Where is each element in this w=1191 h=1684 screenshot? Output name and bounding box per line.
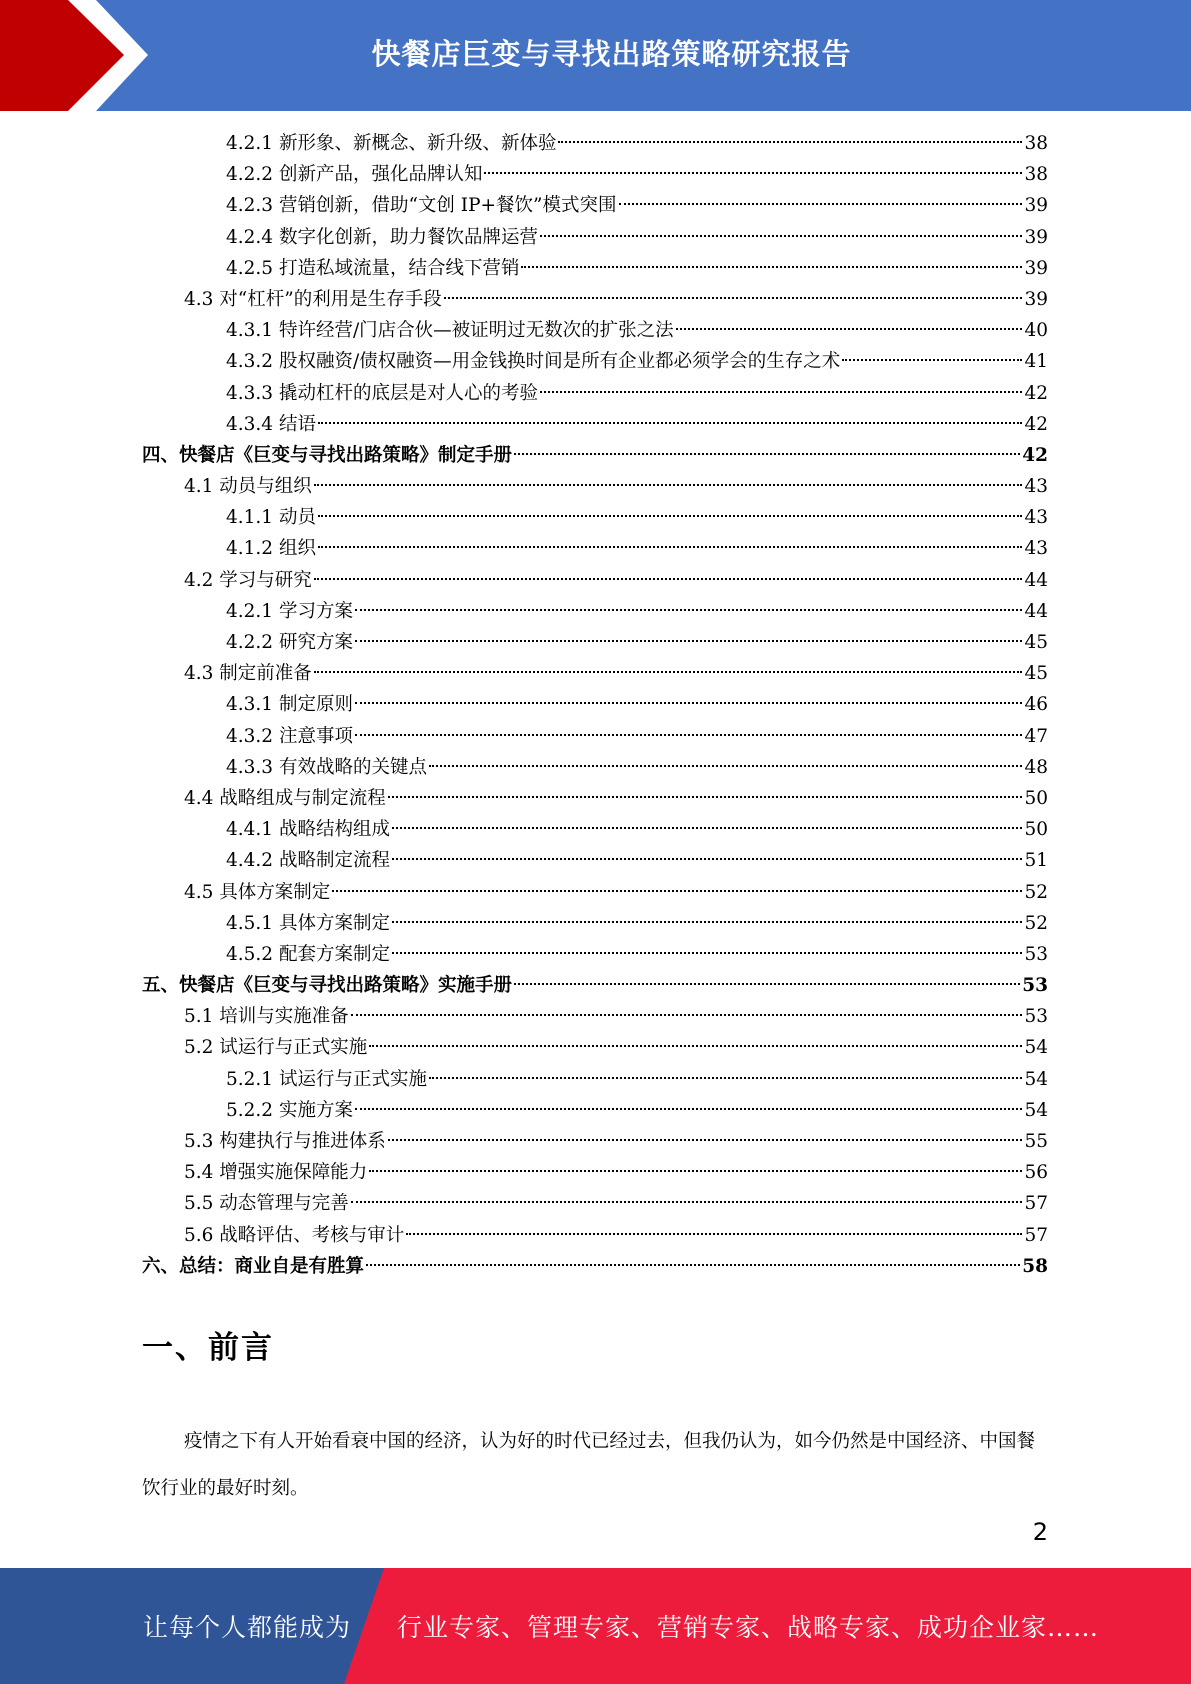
toc-leader-dots (318, 422, 1023, 424)
toc-leader-dots (842, 359, 1022, 361)
page-number: 2 (1032, 1518, 1048, 1546)
toc-leader-dots (314, 578, 1023, 580)
toc-entry[interactable] (142, 1032, 1048, 1063)
toc-entry[interactable] (142, 346, 1048, 377)
toc-leader-dots (676, 328, 1023, 330)
toc-entry-page: 42 (1024, 382, 1048, 404)
toc-entry-label: 六、总结：商业自是有胜算 (142, 1255, 365, 1277)
toc-entry-page: 52 (1024, 881, 1048, 903)
toc-entry-page: 40 (1024, 320, 1048, 342)
toc-entry-label: 4.5.2 配套方案制定 (226, 943, 390, 965)
toc-leader-dots (351, 1201, 1023, 1203)
toc-entry[interactable] (142, 658, 1048, 689)
toc-entry-label: 5.2.2 实施方案 (226, 1099, 353, 1121)
toc-entry[interactable] (142, 877, 1048, 908)
toc-leader-dots (369, 1170, 1022, 1172)
toc-entry-label: 4.5 具体方案制定 (184, 881, 331, 903)
toc-leader-dots (366, 1264, 1020, 1266)
toc-entry-label: 4.2.1 新形象、新概念、新升级、新体验 (226, 133, 557, 154)
toc-entry-label: 4.2.2 创新产品，强化品牌认知 (226, 164, 483, 186)
toc-entry-page: 53 (1022, 975, 1048, 997)
toc-entry[interactable] (142, 596, 1048, 627)
toc-entry[interactable] (142, 284, 1048, 315)
toc-entry-label: 4.4.2 战略制定流程 (226, 850, 390, 872)
toc-entry-label: 4.2 学习与研究 (184, 569, 312, 591)
toc-entry[interactable] (142, 1095, 1048, 1126)
toc-leader-dots (392, 858, 1022, 860)
toc-entry[interactable] (142, 409, 1048, 440)
toc-entry[interactable] (142, 845, 1048, 876)
toc-leader-dots (392, 921, 1022, 923)
toc-entry-page: 57 (1024, 1224, 1048, 1246)
toc-leader-dots (514, 453, 1020, 455)
toc-entry[interactable] (142, 752, 1048, 783)
toc-entry-page: 56 (1024, 1162, 1048, 1184)
toc-entry-label: 4.2.2 研究方案 (226, 632, 353, 653)
footer-slogan-left: 让每个人都能成为 (143, 1613, 352, 1642)
toc-entry[interactable] (142, 128, 1048, 159)
toc-leader-dots (392, 827, 1022, 829)
toc-entry-label: 5.5 动态管理与完善 (184, 1193, 349, 1215)
toc-entry[interactable] (142, 1064, 1048, 1095)
toc-entry-label: 5.2 试运行与正式实施 (184, 1037, 368, 1059)
toc-entry-page: 44 (1024, 569, 1048, 591)
toc-leader-dots (355, 734, 1023, 736)
toc-entry-label: 4.3 制定前准备 (184, 663, 312, 685)
toc-entry-page: 38 (1024, 164, 1048, 186)
toc-entry-label: 4.3.2 注意事项 (226, 725, 353, 747)
toc-leader-dots (351, 1014, 1023, 1016)
table-of-contents (142, 128, 1048, 1282)
toc-entry-label: 4.4.1 战略结构组成 (226, 819, 390, 841)
toc-leader-dots (444, 297, 1023, 299)
toc-entry-label: 4.2.5 打造私域流量，结合线下营销 (226, 257, 520, 279)
toc-entry-label: 4.1 动员与组织 (184, 476, 312, 498)
toc-entry-label: 5.2.1 试运行与正式实施 (226, 1068, 427, 1090)
toc-entry[interactable] (142, 222, 1048, 253)
toc-entry-page: 53 (1024, 1006, 1048, 1028)
toc-entry[interactable] (142, 970, 1048, 1001)
toc-leader-dots (388, 796, 1023, 798)
toc-entry-page: 54 (1024, 1068, 1048, 1090)
section-heading: 一、前言 (142, 1330, 274, 1366)
toc-entry-label: 4.5.1 具体方案制定 (226, 912, 390, 934)
toc-leader-dots (406, 1233, 1022, 1235)
toc-leader-dots (355, 702, 1023, 704)
toc-leader-dots (429, 765, 1022, 767)
toc-leader-dots (369, 1045, 1022, 1047)
toc-entry-page: 43 (1024, 538, 1048, 560)
toc-entry-label: 4.1.1 动员 (226, 507, 316, 529)
toc-entry-label: 4.1.2 组织 (226, 538, 316, 560)
toc-entry-page: 52 (1024, 912, 1048, 934)
toc-entry[interactable] (142, 440, 1048, 471)
toc-entry[interactable] (142, 627, 1048, 658)
toc-entry-page: 45 (1024, 663, 1048, 685)
toc-leader-dots (314, 671, 1023, 673)
toc-leader-dots (540, 391, 1022, 393)
toc-entry-label: 4.4 战略组成与制定流程 (184, 787, 386, 809)
toc-entry-page: 45 (1024, 632, 1048, 653)
toc-entry-label: 4.3 对“杠杆”的利用是生存手段 (184, 288, 442, 310)
toc-entry[interactable] (142, 721, 1048, 752)
page-footer (0, 1568, 1191, 1684)
toc-entry[interactable] (142, 253, 1048, 284)
toc-entry-page: 58 (1022, 1255, 1048, 1277)
toc-entry-page: 44 (1024, 600, 1048, 622)
toc-entry-label: 4.2.4 数字化创新，助力餐饮品牌运营 (226, 226, 538, 248)
toc-entry-label: 4.2.3 营销创新，借助“文创 IP+餐饮”模式突围 (226, 195, 617, 217)
toc-entry-page: 42 (1024, 413, 1048, 435)
toc-entry-label: 4.3.1 特许经营/门店合伙—被证明过无数次的扩张之法 (226, 320, 674, 342)
toc-entry-page: 50 (1024, 819, 1048, 841)
toc-entry[interactable] (142, 190, 1048, 221)
toc-entry[interactable] (142, 1188, 1048, 1219)
toc-entry[interactable] (142, 1001, 1048, 1032)
toc-entry-label: 4.3.3 有效战略的关键点 (226, 756, 427, 778)
toc-entry-label: 5.1 培训与实施准备 (184, 1006, 349, 1028)
toc-entry-page: 38 (1024, 133, 1048, 154)
toc-leader-dots (318, 546, 1023, 548)
toc-entry-page: 51 (1024, 850, 1048, 872)
toc-entry-page: 48 (1024, 756, 1048, 778)
toc-entry-page: 47 (1024, 725, 1048, 747)
toc-entry-page: 54 (1024, 1099, 1048, 1121)
page-header (0, 0, 1191, 111)
toc-entry-page: 42 (1022, 444, 1048, 466)
toc-entry[interactable] (142, 1251, 1048, 1282)
toc-entry[interactable] (142, 1157, 1048, 1188)
toc-leader-dots (388, 1139, 1023, 1141)
toc-entry-label: 四、快餐店《巨变与寻找出路策略》制定手册 (142, 444, 513, 466)
toc-entry[interactable] (142, 939, 1048, 970)
toc-entry-label: 5.3 构建执行与推进体系 (184, 1131, 386, 1152)
body-paragraph: 疫情之下有人开始看衰中国的经济，认为好的时代已经过去，但我仍认为，如今仍然是中国经济、中国餐饮行业的最好时刻。 (142, 1431, 1036, 1499)
toc-entry-label: 4.3.2 股权融资/债权融资—用金钱换时间是所有企业都必须学会的生存之术 (226, 351, 841, 373)
footer-slogan-right: 行业专家、管理专家、营销专家、战略专家、成功企业家…… (397, 1613, 1100, 1642)
toc-leader-dots (318, 515, 1023, 517)
toc-entry-page: 39 (1024, 226, 1048, 248)
toc-leader-dots (429, 1077, 1022, 1079)
toc-leader-dots (314, 484, 1023, 486)
toc-entry-page: 39 (1024, 288, 1048, 310)
toc-entry-page: 57 (1024, 1193, 1048, 1215)
toc-entry-page: 43 (1024, 476, 1048, 498)
toc-entry-label: 五、快餐店《巨变与寻找出路策略》实施手册 (142, 975, 513, 997)
toc-entry-label: 5.6 战略评估、考核与审计 (184, 1224, 405, 1246)
toc-entry[interactable] (142, 1220, 1048, 1251)
toc-entry[interactable] (142, 471, 1048, 502)
toc-leader-dots (514, 983, 1020, 985)
toc-entry[interactable] (142, 814, 1048, 845)
toc-leader-dots (521, 266, 1022, 268)
toc-entry-page: 50 (1024, 787, 1048, 809)
toc-leader-dots (484, 172, 1022, 174)
toc-entry-label: 4.3.1 制定原则 (226, 694, 353, 716)
toc-entry[interactable] (142, 159, 1048, 190)
toc-entry[interactable] (142, 565, 1048, 596)
toc-leader-dots (355, 640, 1023, 642)
toc-entry[interactable] (142, 315, 1048, 346)
toc-entry[interactable] (142, 378, 1048, 409)
toc-leader-dots (392, 952, 1022, 954)
toc-entry[interactable] (142, 1126, 1048, 1157)
toc-entry-label: 5.4 增强实施保障能力 (184, 1162, 368, 1184)
toc-leader-dots (558, 141, 1022, 143)
toc-entry-label: 4.3.3 撬动杠杆的底层是对人心的考验 (226, 382, 538, 404)
toc-entry[interactable] (142, 533, 1048, 564)
toc-entry-page: 53 (1024, 943, 1048, 965)
toc-leader-dots (355, 609, 1023, 611)
document-title: 快餐店巨变与寻找出路策略研究报告 (371, 36, 852, 71)
toc-entry[interactable] (142, 502, 1048, 533)
toc-entry-page: 41 (1024, 351, 1048, 373)
toc-leader-dots (619, 203, 1023, 205)
toc-entry-page: 55 (1024, 1131, 1048, 1152)
toc-entry-page: 39 (1024, 257, 1048, 279)
toc-entry[interactable] (142, 783, 1048, 814)
toc-entry-page: 39 (1024, 195, 1048, 217)
toc-entry[interactable] (142, 908, 1048, 939)
toc-leader-dots (355, 1108, 1023, 1110)
toc-entry-page: 46 (1024, 694, 1048, 716)
toc-entry-label: 4.2.1 学习方案 (226, 600, 353, 622)
toc-leader-dots (540, 235, 1022, 237)
toc-leader-dots (332, 890, 1022, 892)
toc-entry[interactable] (142, 689, 1048, 720)
toc-entry-page: 43 (1024, 507, 1048, 529)
toc-entry-label: 4.3.4 结语 (226, 413, 316, 435)
toc-entry-page: 54 (1024, 1037, 1048, 1059)
